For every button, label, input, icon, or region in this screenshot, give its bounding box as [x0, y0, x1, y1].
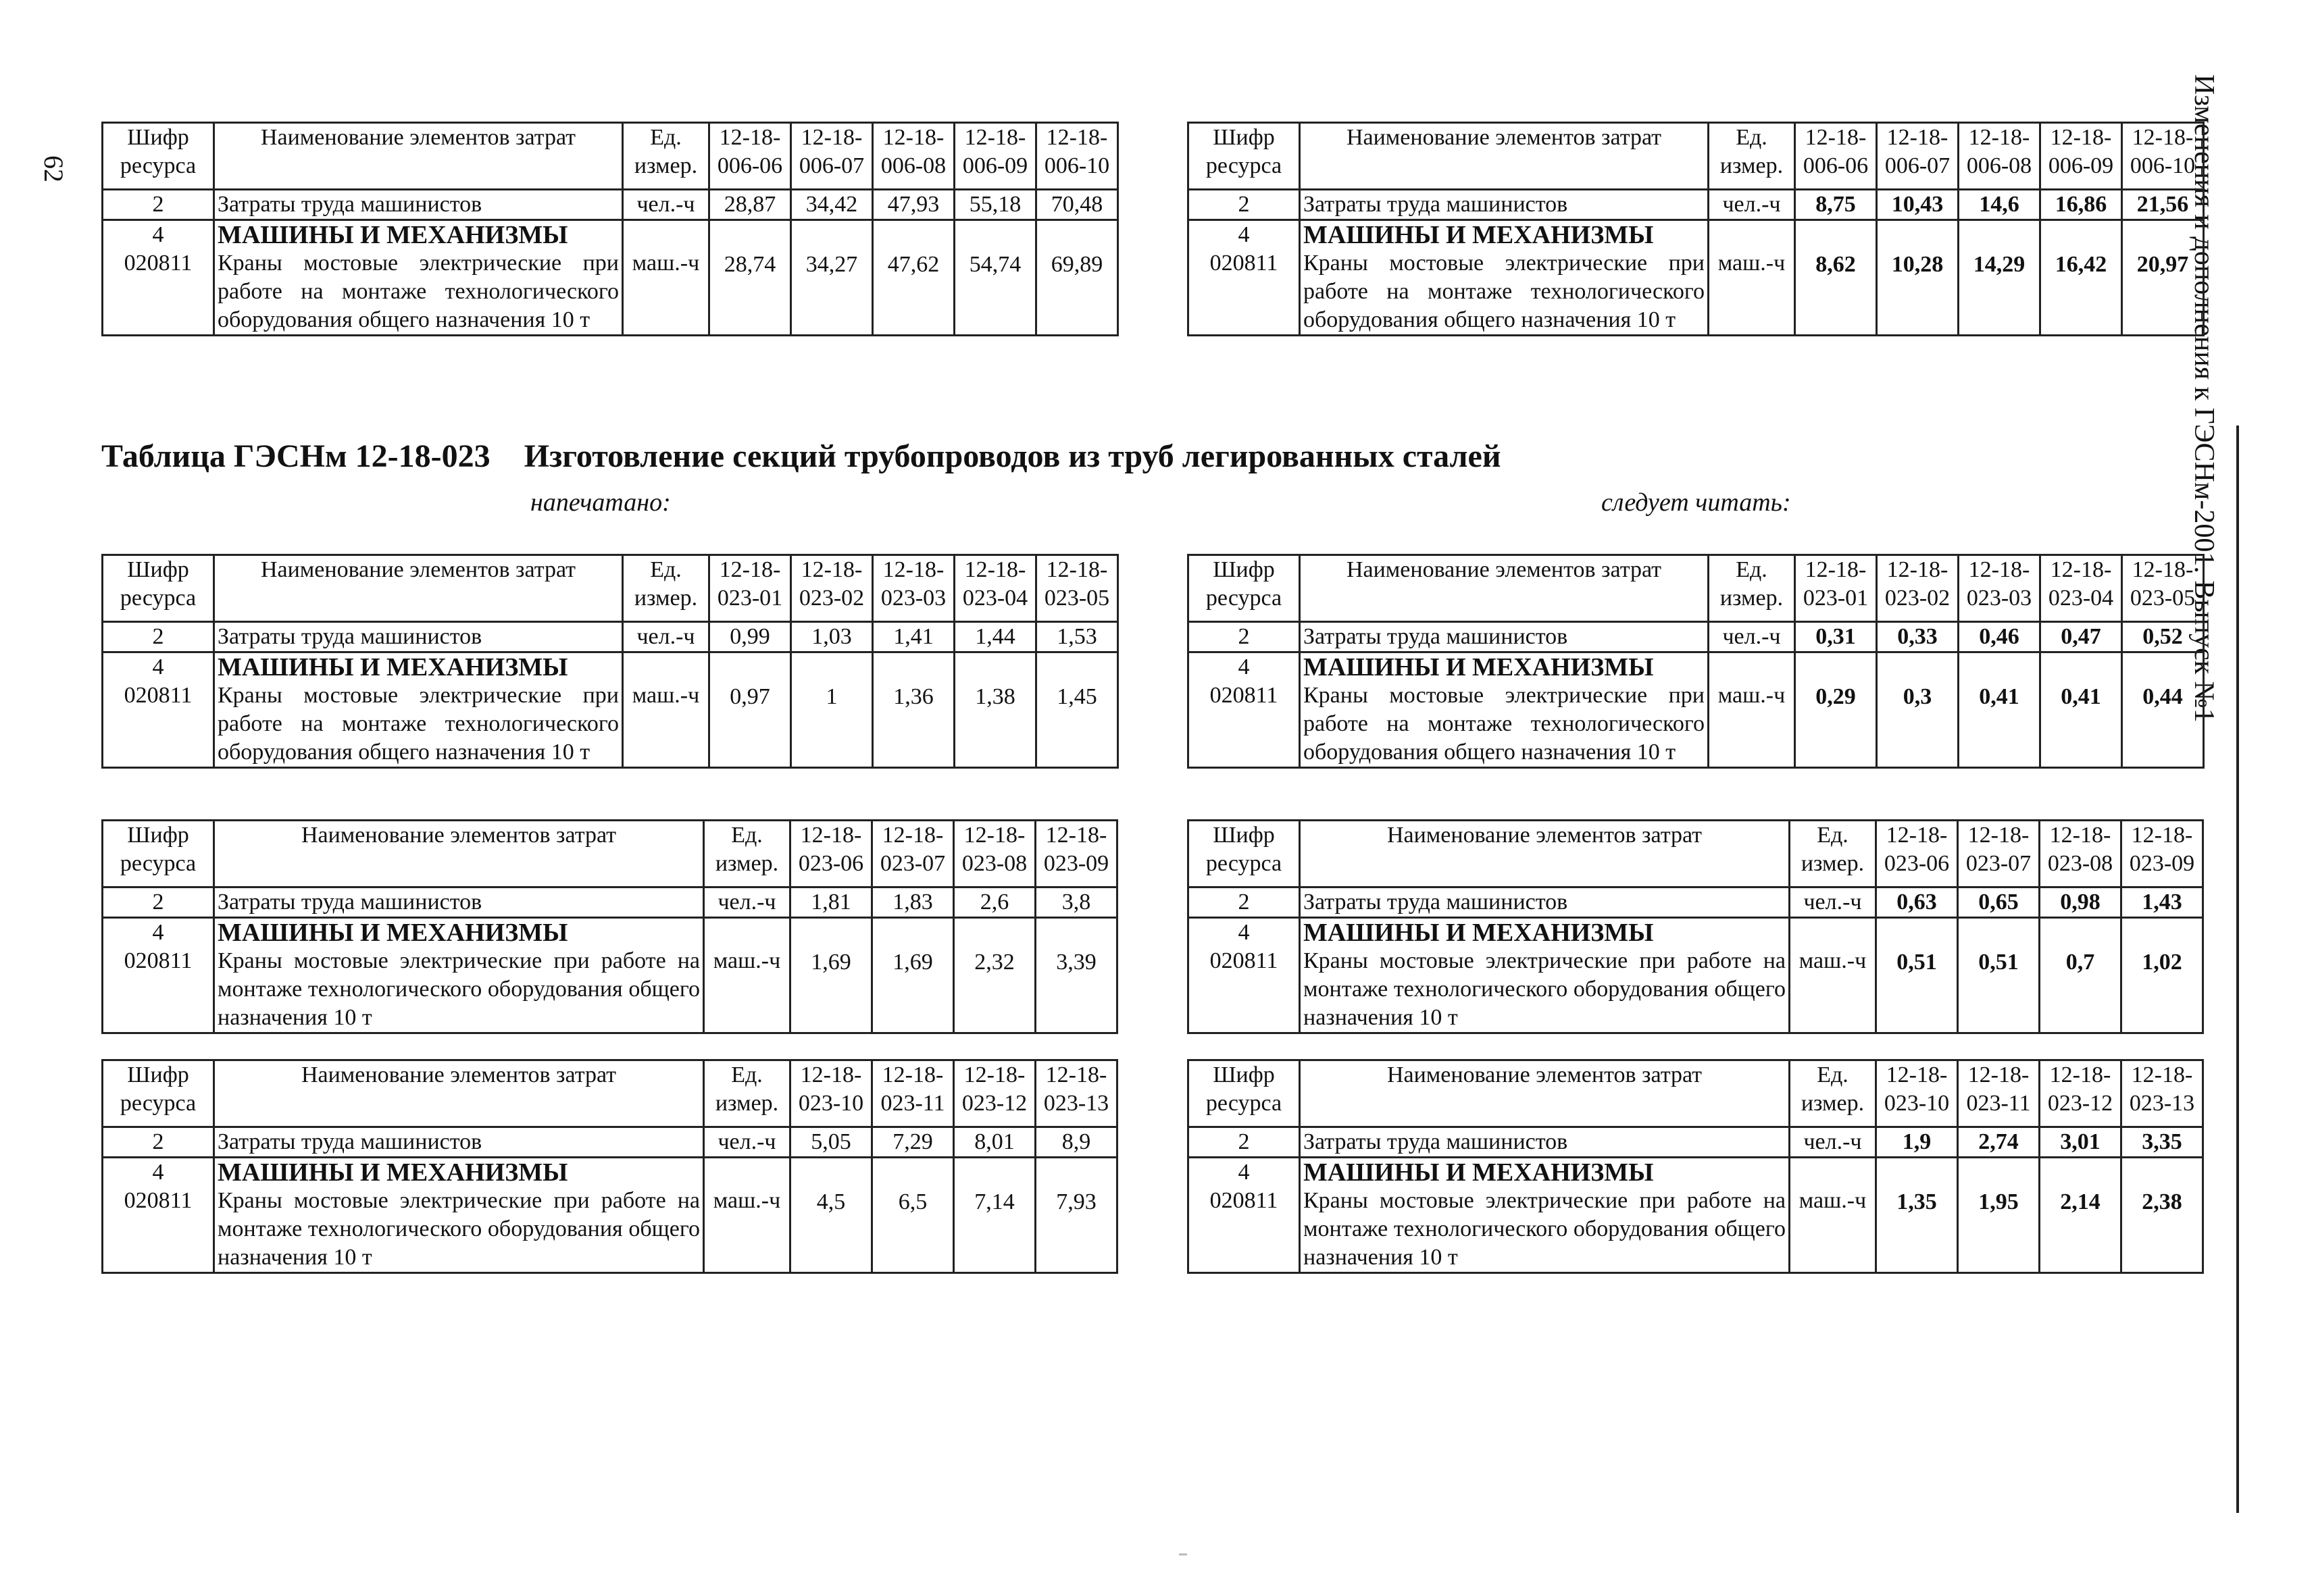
labor-value: 2,74	[1958, 1127, 2040, 1158]
table-row	[1188, 220, 2204, 250]
table-row	[1188, 681, 2204, 768]
header-row	[1188, 123, 2204, 190]
labor-value: 1,43	[2121, 887, 2203, 918]
header-code: Шифр ресурса	[103, 123, 214, 190]
section-name: МАШИНЫ И МЕХАНИЗМЫ	[1300, 652, 1709, 682]
resource-code: 2	[103, 622, 214, 652]
header-norm-code: 12-18-023-10	[1876, 1060, 1958, 1127]
crane-value: 0,3	[1877, 681, 1959, 768]
crane-value: 2,14	[2040, 1187, 2121, 1273]
header-norm-code: 12-18-023-10	[790, 1060, 872, 1127]
labor-value: 0,31	[1795, 622, 1877, 652]
labor-value: 5,05	[790, 1127, 872, 1158]
empty-cell	[791, 652, 873, 682]
labor-value: 0,98	[2040, 887, 2121, 918]
crane-value: 2,38	[2121, 1187, 2203, 1273]
table-row	[1188, 887, 2203, 918]
resource-code: 4	[1188, 918, 1300, 948]
empty-cell	[873, 220, 955, 250]
cost-name: Затраты труда машинистов	[214, 190, 623, 220]
cost-name: Затраты труда машинистов	[1300, 887, 1790, 918]
header-row	[103, 555, 1118, 622]
header-unit: Ед. измер.	[704, 1060, 790, 1127]
table-row	[103, 947, 1117, 1033]
labor-value: 0,33	[1877, 622, 1959, 652]
resource-code: 2	[103, 887, 214, 918]
unit	[1790, 918, 1876, 948]
crane-value: 10,28	[1877, 249, 1959, 336]
header-unit: Ед. измер.	[1790, 821, 1876, 887]
empty-cell	[2121, 918, 2203, 948]
table-row	[103, 1158, 1117, 1187]
labor-value: 1,41	[873, 622, 955, 652]
labor-value: 1,83	[872, 887, 954, 918]
resource-code: 2	[103, 190, 214, 220]
header-norm-code: 12-18-006-10	[1036, 123, 1118, 190]
labor-value: 16,86	[2040, 190, 2122, 220]
unit: чел.-ч	[623, 622, 709, 652]
empty-cell	[1959, 220, 2040, 250]
crane-value: 8,62	[1795, 249, 1877, 336]
resource-table	[1187, 819, 2204, 1034]
header-name: Наименование элементов затрат	[214, 555, 623, 622]
header-norm-code: 12-18-023-04	[2040, 555, 2122, 622]
resource-code: 2	[1188, 622, 1300, 652]
table-code: Таблица ГЭСНм 12-18-023	[101, 438, 491, 474]
unit	[1709, 220, 1795, 250]
table-row	[103, 887, 1117, 918]
resource-code: 4	[103, 220, 214, 250]
table-row	[103, 249, 1118, 336]
labor-value: 0,47	[2040, 622, 2122, 652]
resource-code: 4	[103, 918, 214, 948]
unit: чел.-ч	[623, 190, 709, 220]
labor-value: 1,44	[955, 622, 1036, 652]
crane-value: 14,29	[1959, 249, 2040, 336]
empty-cell	[1036, 652, 1118, 682]
unit: чел.-ч	[1790, 1127, 1876, 1158]
crane-value: 0,44	[2122, 681, 2204, 768]
header-norm-code: 12-18-023-12	[2040, 1060, 2121, 1127]
unit: чел.-ч	[1790, 887, 1876, 918]
table-row	[1188, 652, 2204, 682]
cost-name: Краны мостовые электрические при работе на монтаже технологического оборудования общего назначения 10 т	[1300, 947, 1790, 1033]
section-title	[101, 438, 1501, 475]
unit	[704, 1158, 790, 1187]
header-row	[103, 821, 1117, 887]
empty-cell	[1036, 918, 1117, 948]
resource-code: 020811	[103, 681, 214, 768]
crane-value: 20,97	[2122, 249, 2204, 336]
labor-value: 1,53	[1036, 622, 1118, 652]
cost-name: Краны мостовые электрические при работе на монтаже технологического оборудования общего назначения 10 т	[1300, 249, 1709, 336]
crane-value: 0,97	[709, 681, 791, 768]
crane-value: 1,36	[873, 681, 955, 768]
cost-name: Затраты труда машинистов	[1300, 622, 1709, 652]
resource-code: 4	[1188, 220, 1300, 250]
header-norm-code: 12-18-023-03	[1959, 555, 2040, 622]
crane-value: 1,95	[1958, 1187, 2040, 1273]
header-row	[1188, 821, 2203, 887]
labor-value: 1,81	[790, 887, 872, 918]
labor-value: 55,18	[955, 190, 1036, 220]
crane-value: 0,41	[1959, 681, 2040, 768]
resource-code: 020811	[103, 1187, 214, 1273]
header-code: Шифр ресурса	[103, 821, 214, 887]
header-row	[103, 1060, 1117, 1127]
crane-value: 3,39	[1036, 947, 1117, 1033]
cost-name: Затраты труда машинистов	[214, 622, 623, 652]
empty-cell	[709, 652, 791, 682]
header-code: Шифр ресурса	[1188, 1060, 1300, 1127]
cost-name: Затраты труда машинистов	[1300, 190, 1709, 220]
header-norm-code: 12-18-023-01	[709, 555, 791, 622]
header-norm-code: 12-18-023-12	[954, 1060, 1036, 1127]
header-norm-code: 12-18-006-09	[2040, 123, 2122, 190]
empty-cell	[1795, 652, 1877, 682]
header-unit: Ед. измер.	[1709, 123, 1795, 190]
cost-name: Краны мостовые электрические при работе на монтаже технологического оборудования общего назначения 10 т	[214, 1187, 704, 1273]
empty-cell	[1958, 918, 2040, 948]
resource-code: 020811	[1188, 1187, 1300, 1273]
header-row	[1188, 1060, 2203, 1127]
cost-name: Краны мостовые электрические при работе на монтаже технологического оборудования общего назначения 10 т	[1300, 1187, 1790, 1273]
labor-value: 0,65	[1958, 887, 2040, 918]
unit: маш.-ч	[704, 1187, 790, 1273]
unit	[623, 652, 709, 682]
empty-cell	[1877, 220, 1959, 250]
header-norm-code: 12-18-023-01	[1795, 555, 1877, 622]
empty-cell	[2122, 220, 2204, 250]
section-name: МАШИНЫ И МЕХАНИЗМЫ	[214, 918, 704, 948]
table-row	[103, 220, 1118, 250]
empty-cell	[1959, 652, 2040, 682]
empty-cell	[954, 918, 1036, 948]
section-name: МАШИНЫ И МЕХАНИЗМЫ	[214, 652, 623, 682]
resource-code: 020811	[1188, 947, 1300, 1033]
header-norm-code: 12-18-023-06	[1876, 821, 1958, 887]
resource-code: 4	[1188, 652, 1300, 682]
header-code: Шифр ресурса	[1188, 555, 1300, 622]
labor-value: 34,42	[791, 190, 873, 220]
labor-value: 1,03	[791, 622, 873, 652]
header-unit: Ед. измер.	[1790, 1060, 1876, 1127]
table-row	[1188, 622, 2204, 652]
header-code: Шифр ресурса	[1188, 123, 1300, 190]
unit: маш.-ч	[1709, 681, 1795, 768]
unit	[1709, 652, 1795, 682]
header-norm-code: 12-18-023-02	[791, 555, 873, 622]
header-code: Шифр ресурса	[103, 555, 214, 622]
resource-code: 2	[1188, 887, 1300, 918]
crane-value: 1,02	[2121, 947, 2203, 1033]
labor-value: 8,9	[1036, 1127, 1117, 1158]
unit: маш.-ч	[1790, 947, 1876, 1033]
header-rule	[2236, 426, 2239, 1513]
section-name: МАШИНЫ И МЕХАНИЗМЫ	[1300, 1158, 1790, 1187]
labor-value: 21,56	[2122, 190, 2204, 220]
crane-value: 6,5	[872, 1187, 954, 1273]
header-norm-code: 12-18-006-08	[1959, 123, 2040, 190]
table-row	[1188, 947, 2203, 1033]
cost-name: Затраты труда машинистов	[214, 1127, 704, 1158]
crane-value: 1,35	[1876, 1187, 1958, 1273]
resource-code: 2	[103, 1127, 214, 1158]
empty-cell	[873, 652, 955, 682]
crane-value: 0,51	[1876, 947, 1958, 1033]
labor-value: 28,87	[709, 190, 791, 220]
header-unit: Ед. измер.	[623, 123, 709, 190]
header-name: Наименование элементов затрат	[1300, 821, 1790, 887]
labor-value: 0,46	[1959, 622, 2040, 652]
header-unit: Ед. измер.	[704, 821, 790, 887]
table-row	[103, 652, 1118, 682]
unit: маш.-ч	[1790, 1187, 1876, 1273]
crane-value: 54,74	[955, 249, 1036, 336]
unit: маш.-ч	[623, 249, 709, 336]
crane-value: 0,7	[2040, 947, 2121, 1033]
header-norm-code: 12-18-023-08	[2040, 821, 2121, 887]
labor-value: 0,63	[1876, 887, 1958, 918]
unit: маш.-ч	[1709, 249, 1795, 336]
empty-cell	[1876, 918, 1958, 948]
unit: чел.-ч	[704, 887, 790, 918]
header-norm-code: 12-18-023-09	[2121, 821, 2203, 887]
cost-name: Краны мостовые электрические при работе на монтаже технологического оборудования общего назначения 10 т	[1300, 681, 1709, 768]
crane-value: 1,69	[790, 947, 872, 1033]
crane-value: 69,89	[1036, 249, 1118, 336]
header-norm-code: 12-18-006-07	[791, 123, 873, 190]
resource-code: 2	[1188, 190, 1300, 220]
resource-code: 020811	[103, 249, 214, 336]
crane-value: 7,14	[954, 1187, 1036, 1273]
empty-cell	[790, 918, 872, 948]
header-name: Наименование элементов затрат	[214, 123, 623, 190]
header-norm-code: 12-18-006-07	[1877, 123, 1959, 190]
section-name: МАШИНЫ И МЕХАНИЗМЫ	[214, 220, 623, 250]
header-norm-code: 12-18-023-02	[1877, 555, 1959, 622]
crane-value: 0,51	[1958, 947, 2040, 1033]
header-norm-code: 12-18-023-11	[1958, 1060, 2040, 1127]
header-unit: Ед. измер.	[1709, 555, 1795, 622]
labor-value: 1,9	[1876, 1127, 1958, 1158]
crane-value: 4,5	[790, 1187, 872, 1273]
crane-value: 2,32	[954, 947, 1036, 1033]
empty-cell	[790, 1158, 872, 1187]
empty-cell	[2040, 918, 2121, 948]
crane-value: 0,41	[2040, 681, 2122, 768]
empty-cell	[791, 220, 873, 250]
table-row	[1188, 1158, 2203, 1187]
table-row	[103, 1187, 1117, 1273]
resource-table	[101, 819, 1118, 1034]
unit	[623, 220, 709, 250]
empty-cell	[872, 1158, 954, 1187]
printed-label: напечатано:	[530, 488, 671, 517]
crane-value: 34,27	[791, 249, 873, 336]
table-row	[1188, 1127, 2203, 1158]
page-number: 62	[39, 155, 70, 182]
empty-cell	[1036, 1158, 1117, 1187]
header-norm-code: 12-18-006-06	[709, 123, 791, 190]
section-name: МАШИНЫ И МЕХАНИЗМЫ	[1300, 918, 1790, 948]
table-row	[1188, 918, 2203, 948]
resource-table	[101, 554, 1119, 769]
header-norm-code: 12-18-023-05	[1036, 555, 1118, 622]
table-row	[1188, 190, 2204, 220]
labor-value: 3,8	[1036, 887, 1117, 918]
crane-value: 1,38	[955, 681, 1036, 768]
empty-cell	[1958, 1158, 2040, 1187]
resource-table	[1187, 122, 2205, 336]
unit: маш.-ч	[704, 947, 790, 1033]
corrected-label: следует читать:	[1601, 488, 1791, 517]
empty-cell	[1036, 220, 1118, 250]
header-norm-code: 12-18-023-03	[873, 555, 955, 622]
labor-value: 3,35	[2121, 1127, 2203, 1158]
unit: маш.-ч	[623, 681, 709, 768]
empty-cell	[2040, 1158, 2121, 1187]
header-name: Наименование элементов затрат	[214, 821, 704, 887]
cost-name: Затраты труда машинистов	[214, 887, 704, 918]
crane-value: 47,62	[873, 249, 955, 336]
table-row	[1188, 1187, 2203, 1273]
empty-cell	[1877, 652, 1959, 682]
resource-code: 4	[103, 652, 214, 682]
header-norm-code: 12-18-023-11	[872, 1060, 954, 1127]
empty-cell	[954, 1158, 1036, 1187]
table-row	[103, 918, 1117, 948]
table-row	[103, 681, 1118, 768]
empty-cell	[1795, 220, 1877, 250]
cost-name: Краны мостовые электрические при работе на монтаже технологического оборудования общего назначения 10 т	[214, 249, 623, 336]
table-row	[103, 190, 1118, 220]
labor-value: 70,48	[1036, 190, 1118, 220]
header-norm-code: 12-18-023-07	[872, 821, 954, 887]
cost-name: Краны мостовые электрические при работе на монтаже технологического оборудования общего назначения 10 т	[214, 947, 704, 1033]
unit: чел.-ч	[704, 1127, 790, 1158]
cost-name: Краны мостовые электрические при работе на монтаже технологического оборудования общего назначения 10 т	[214, 681, 623, 768]
unit	[1790, 1158, 1876, 1187]
empty-cell	[1876, 1158, 1958, 1187]
empty-cell	[2040, 652, 2122, 682]
labor-value: 3,01	[2040, 1127, 2121, 1158]
running-header: Изменения и дополнения к ГЭСНм-2001. Выпуск №1	[2188, 74, 2219, 723]
crane-value: 0,29	[1795, 681, 1877, 768]
header-name: Наименование элементов затрат	[1300, 1060, 1790, 1127]
labor-value: 0,99	[709, 622, 791, 652]
resource-code: 020811	[1188, 681, 1300, 768]
table-row	[103, 622, 1118, 652]
crane-value: 1	[791, 681, 873, 768]
resource-code: 020811	[1188, 249, 1300, 336]
table-row	[1188, 249, 2204, 336]
header-norm-code: 12-18-006-06	[1795, 123, 1877, 190]
header-name: Наименование элементов затрат	[1300, 555, 1709, 622]
empty-cell	[955, 220, 1036, 250]
empty-cell	[2122, 652, 2204, 682]
header-norm-code: 12-18-023-13	[2121, 1060, 2203, 1127]
header-code: Шифр ресурса	[103, 1060, 214, 1127]
crane-value: 7,93	[1036, 1187, 1117, 1273]
labor-value: 0,52	[2122, 622, 2204, 652]
section-name: МАШИНЫ И МЕХАНИЗМЫ	[214, 1158, 704, 1187]
unit	[704, 918, 790, 948]
header-norm-code: 12-18-023-05	[2122, 555, 2204, 622]
labor-value: 10,43	[1877, 190, 1959, 220]
resource-code: 4	[103, 1158, 214, 1187]
resource-table	[1187, 554, 2205, 769]
labor-value: 2,6	[954, 887, 1036, 918]
header-norm-code: 12-18-023-07	[1958, 821, 2040, 887]
crane-value: 1,69	[872, 947, 954, 1033]
header-norm-code: 12-18-023-06	[790, 821, 872, 887]
labor-value: 7,29	[872, 1127, 954, 1158]
header-code: Шифр ресурса	[1188, 821, 1300, 887]
header-norm-code: 12-18-023-04	[955, 555, 1036, 622]
resource-code: 020811	[103, 947, 214, 1033]
resource-table	[101, 1059, 1118, 1274]
header-unit: Ед. измер.	[623, 555, 709, 622]
header-norm-code: 12-18-023-09	[1036, 821, 1117, 887]
header-norm-code: 12-18-023-13	[1036, 1060, 1117, 1127]
header-row	[103, 123, 1118, 190]
table-title: Изготовление секций трубопроводов из труб легированных сталей	[524, 438, 1501, 474]
empty-cell	[2121, 1158, 2203, 1187]
header-row	[1188, 555, 2204, 622]
resource-table	[101, 122, 1119, 336]
header-norm-code: 12-18-006-08	[873, 123, 955, 190]
header-norm-code: 12-18-023-08	[954, 821, 1036, 887]
table-row	[103, 1127, 1117, 1158]
empty-cell	[2040, 220, 2122, 250]
cost-name: Затраты труда машинистов	[1300, 1127, 1790, 1158]
resource-code: 2	[1188, 1127, 1300, 1158]
empty-cell	[955, 652, 1036, 682]
labor-value: 47,93	[873, 190, 955, 220]
labor-value: 8,01	[954, 1127, 1036, 1158]
divider	[1179, 1553, 1187, 1555]
header-norm-code: 12-18-006-09	[955, 123, 1036, 190]
labor-value: 14,6	[1959, 190, 2040, 220]
unit: чел.-ч	[1709, 190, 1795, 220]
header-name: Наименование элементов затрат	[1300, 123, 1709, 190]
crane-value: 1,45	[1036, 681, 1118, 768]
empty-cell	[709, 220, 791, 250]
crane-value: 16,42	[2040, 249, 2122, 336]
unit: чел.-ч	[1709, 622, 1795, 652]
header-norm-code: 12-18-006-10	[2122, 123, 2204, 190]
crane-value: 28,74	[709, 249, 791, 336]
labor-value: 8,75	[1795, 190, 1877, 220]
empty-cell	[872, 918, 954, 948]
section-name: МАШИНЫ И МЕХАНИЗМЫ	[1300, 220, 1709, 250]
header-name: Наименование элементов затрат	[214, 1060, 704, 1127]
resource-code: 4	[1188, 1158, 1300, 1187]
resource-table	[1187, 1059, 2204, 1274]
